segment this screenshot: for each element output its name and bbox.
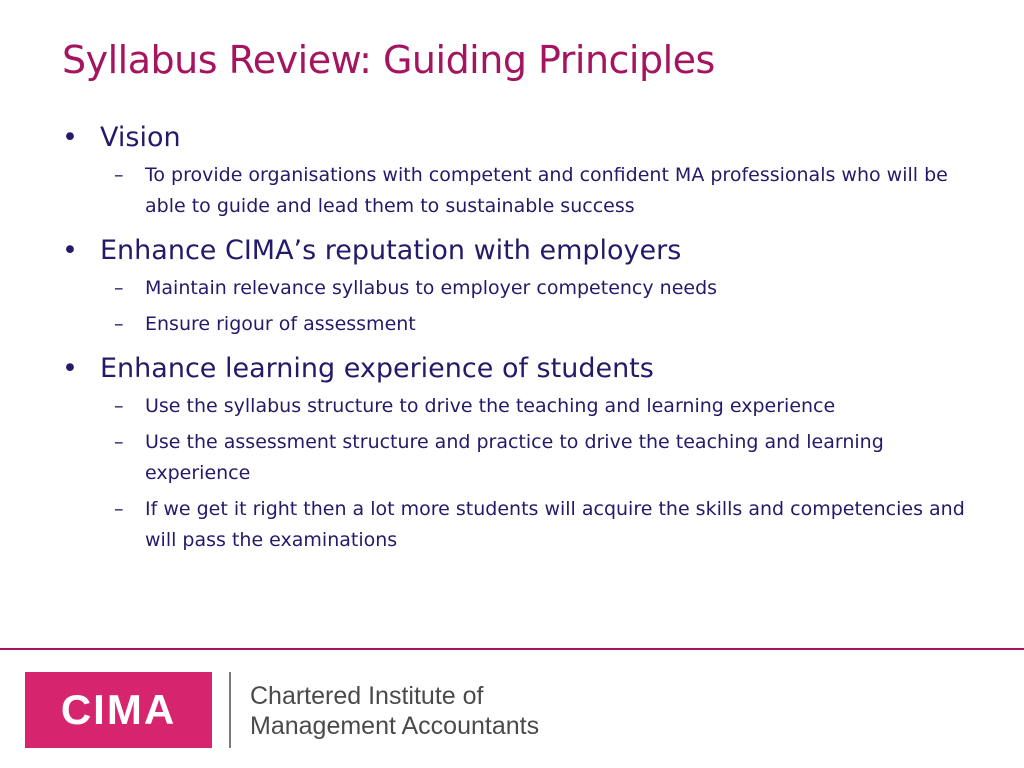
sub-bullet-mark: – [114,431,124,453]
sub-bullet-text: To provide organisations with competent and confident MA professionals who will be able to guide and lead them to sustainable success [145,164,948,217]
sub-bullet-item [62,494,982,556]
bullet-mark: • [62,122,78,153]
logo-divider [229,672,231,748]
sub-bullet-text: If we get it right then a lot more students will acquire the skills and competencies and will pass the examinations [145,498,965,551]
sub-bullet-mark: – [114,313,124,335]
sub-bullet-mark: – [114,498,124,520]
slide-title: Syllabus Review: Guiding Principles [62,38,715,82]
cima-logo [25,672,212,748]
footer-divider [0,648,1024,650]
sub-bullet-item [62,273,982,304]
sub-bullet-text: Maintain relevance syllabus to employer competency needs [145,277,718,299]
bullet-text: Enhance learning experience of students [100,353,654,384]
bullet-item [62,120,982,156]
bullet-text: Enhance CIMA’s reputation with employers [100,235,682,266]
org-name-line-2: Management Accountants [250,712,540,740]
bullet-item [62,351,982,387]
bullet-item [62,233,982,269]
sub-bullet-mark: – [114,277,124,299]
sub-bullet-text: Use the assessment structure and practice to drive the teaching and learning experience [145,431,884,484]
logo-text: CIMA [60,686,177,733]
sub-bullet-mark: – [114,164,124,186]
bullet-mark: • [62,235,78,266]
sub-bullet-item [62,309,982,340]
org-name-line-1: Chartered Institute of [250,682,484,710]
sub-bullet-item [62,160,982,222]
sub-bullet-text: Ensure rigour of assessment [145,313,416,335]
sub-bullet-mark: – [114,395,124,417]
bullet-mark: • [62,353,78,384]
sub-bullet-item [62,427,982,489]
bullet-list [62,120,982,561]
bullet-text: Vision [100,122,181,153]
sub-bullet-item [62,391,982,422]
sub-bullet-text: Use the syllabus structure to drive the teaching and learning experience [145,395,836,417]
organisation-name [250,681,539,741]
